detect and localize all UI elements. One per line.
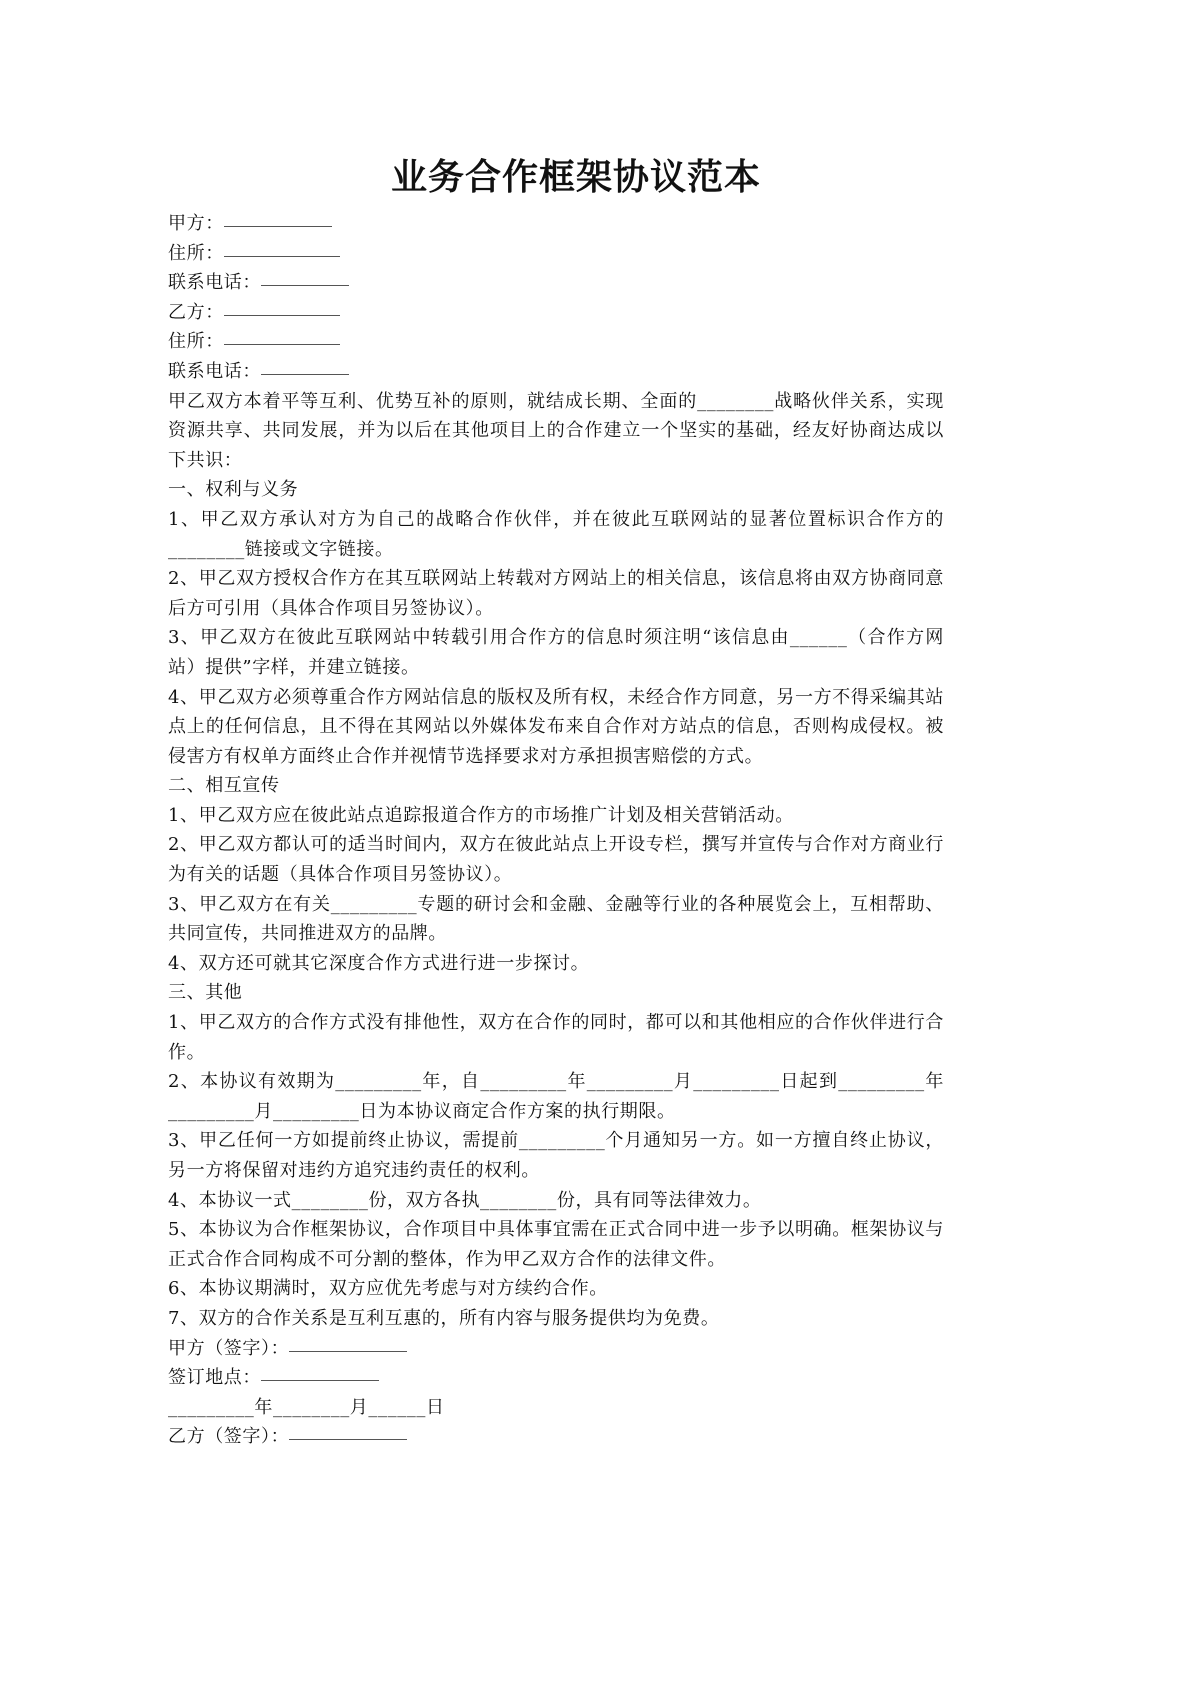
party-b-blank[interactable] [224, 314, 340, 316]
party-a-phone-line [168, 268, 944, 298]
party-a-signature-line [168, 1334, 944, 1364]
clause-3-3: 3、甲乙任何一方如提前终止协议，需提前_________个月通知另一方。如一方擅自终止协议，另一方将保留对违约方追究违约责任的权利。 [168, 1130, 944, 1181]
clause-3-7: 7、双方的合作关系是互利互惠的，所有内容与服务提供均为免费。 [168, 1307, 720, 1329]
party-b-address-line [168, 327, 944, 357]
party-a-line [168, 209, 944, 239]
clause-1-2: 2、甲乙双方授权合作方在其互联网站上转载对方网站上的相关信息，该信息将由双方协商同意后方可引用（具体合作项目另签协议）。 [168, 568, 944, 619]
party-b-signature-blank[interactable] [289, 1438, 407, 1440]
party-a-sign-label: 甲方（签字）： [168, 1337, 290, 1359]
party-a-address-label: 住所： [168, 242, 224, 264]
clause-3-1: 1、甲乙双方的合作方式没有排他性，双方在合作的同时，都可以和其他相应的合作伙伴进行合作。 [168, 1012, 944, 1063]
party-b-address-blank[interactable] [224, 343, 340, 345]
sign-place-blank[interactable] [261, 1379, 379, 1381]
party-b-phone-label: 联系电话： [168, 360, 261, 382]
clause-3-4: 4、本协议一式________份，双方各执________份，具有同等法律效力。 [168, 1189, 762, 1211]
section-heading-other: 三、其他 [168, 982, 243, 1004]
clause-3-5: 5、本协议为合作框架协议，合作项目中具体事宜需在正式合同中进一步予以明确。框架协议与正式合作合同构成不可分割的整体，作为甲乙双方合作的法律文件。 [168, 1219, 944, 1270]
party-a-label: 甲方： [168, 213, 224, 234]
document-page [168, 150, 944, 1452]
clause-3-2: 2、本协议有效期为_________年，自_________年_________月_________日起到_________年_________月_________日为本协议商定合作方案的执行期限。 [168, 1071, 944, 1122]
clause-1-4: 4、甲乙双方必须尊重合作方网站信息的版权及所有权，未经合作方同意，另一方不得采编其站点上的任何信息，且不得在其网站以外媒体发布来自合作对方站点的信息，否则构成侵权。被侵害方有权单方面终止合作并视情节选择要求对方承担损害赔偿的方式。 [168, 686, 944, 767]
party-b-address-label: 住所： [168, 331, 224, 353]
party-b-sign-label: 乙方（签字）： [168, 1426, 290, 1448]
sign-place-label: 签订地点： [168, 1367, 261, 1389]
party-a-blank[interactable] [224, 225, 332, 227]
clause-2-1: 1、甲乙双方应在彼此站点追踪报道合作方的市场推广计划及相关营销活动。 [168, 804, 794, 826]
clause-2-4: 4、双方还可就其它深度合作方式进行进一步探讨。 [168, 952, 590, 974]
clause-1-1: 1、甲乙双方承认对方为自己的战略合作伙伴，并在彼此互联网站的显著位置标识合作方的________链接或文字链接。 [168, 508, 944, 560]
sign-date-line[interactable]: _________年________月______日 [168, 1396, 445, 1418]
sign-place-line [168, 1363, 944, 1393]
clause-2-2: 2、甲乙双方都认可的适当时间内，双方在彼此站点上开设专栏，撰写并宣传与合作对方商业行为有关的话题（具体合作项目另签协议）。 [168, 834, 944, 886]
preamble: 甲乙双方本着平等互利、优势互补的原则，就结成长期、全面的________战略伙伴关系，实现资源共享、共同发展，并为以后在其他项目上的合作建立一个坚实的基础，经友好协商达成以下共识： [168, 390, 944, 471]
section-heading-rights: 一、权利与义务 [168, 479, 299, 501]
section-heading-promotion: 二、相互宣传 [168, 775, 280, 797]
party-a-phone-label: 联系电话： [168, 272, 261, 294]
party-b-phone-line [168, 357, 944, 387]
party-b-phone-blank[interactable] [261, 373, 349, 375]
clause-3-6: 6、本协议期满时，双方应优先考虑与对方续约合作。 [168, 1278, 608, 1300]
party-b-label: 乙方： [168, 301, 224, 323]
party-a-address-blank[interactable] [224, 255, 340, 257]
party-b-line [168, 298, 944, 328]
party-a-address-line [168, 239, 944, 269]
party-a-phone-blank[interactable] [261, 284, 349, 286]
party-b-signature-line [168, 1422, 944, 1452]
party-a-signature-blank[interactable] [289, 1350, 407, 1352]
clause-1-3: 3、甲乙双方在彼此互联网站中转载引用合作方的信息时须注明“该信息由______（合作方网站）提供”字样，并建立链接。 [168, 627, 944, 678]
clause-2-3: 3、甲乙双方在有关_________专题的研讨会和金融、金融等行业的各种展览会上，互相帮助、共同宣传，共同推进双方的品牌。 [168, 893, 944, 945]
document-title: 业务合作框架协议范本 [390, 157, 761, 198]
